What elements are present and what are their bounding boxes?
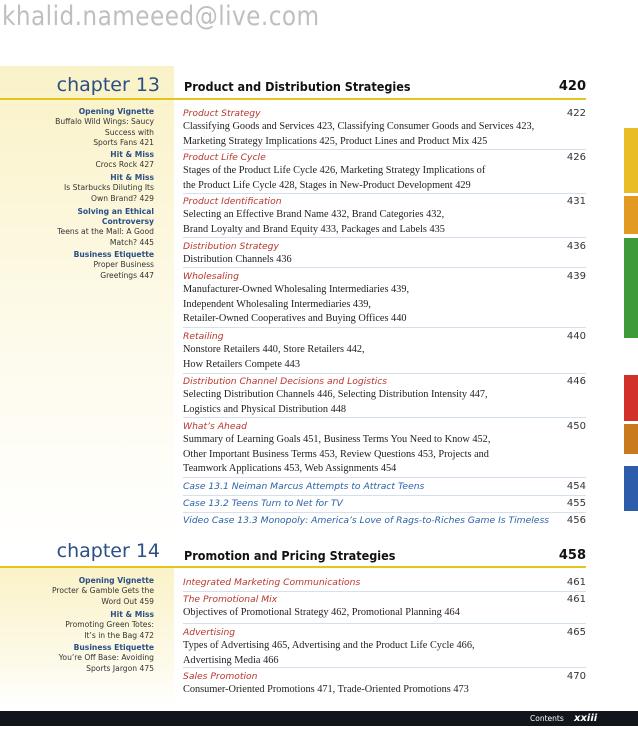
entry-divider	[183, 512, 586, 513]
toc-case-title[interactable]: Video Case 13.3 Monopoly: America’s Love of Rags-to-Riches Game Is Timeless	[183, 515, 550, 526]
sidebar-feature-hit-miss	[0, 610, 154, 641]
sidebar-feature-heading: Opening Vignette	[78, 107, 154, 116]
toc-entry[interactable]	[183, 594, 586, 621]
toc-entry[interactable]	[183, 241, 586, 268]
toc-entry[interactable]	[183, 577, 586, 589]
toc-entry[interactable]	[183, 196, 586, 237]
toc-entry-topics: Types of Advertising 465, Advertising and the Product Life Cycle 466, Advertising Media 466	[183, 640, 475, 666]
entry-divider	[183, 623, 586, 624]
toc-entry-page: 446	[566, 376, 586, 387]
entry-divider	[183, 193, 586, 194]
toc-entry[interactable]	[183, 152, 586, 193]
sidebar-feature-text: Teens at the Mall: A Good Match? 445	[57, 227, 154, 247]
footer-label: Contents	[530, 714, 564, 723]
chapter-13-title[interactable]: Product and Distribution Strategies	[184, 79, 411, 94]
toc-case-title[interactable]: Case 13.2 Teens Turn to Net for TV	[183, 498, 343, 509]
sidebar-feature-ethical-controversy	[0, 207, 154, 248]
toc-entry-title[interactable]: Integrated Marketing Communications	[183, 577, 361, 588]
entry-divider	[183, 495, 586, 496]
toc-entry-title[interactable]: Distribution Channel Decisions and Logistics	[183, 376, 388, 387]
sidebar-feature-hit-miss	[0, 150, 154, 171]
toc-entry-title[interactable]: Product Strategy	[183, 108, 261, 119]
toc-entry-title[interactable]: What’s Ahead	[183, 421, 247, 432]
chapter-13-page: 420	[558, 79, 586, 94]
toc-entry-page: 461	[566, 594, 586, 605]
sidebar-feature-text: Buffalo Wild Wings: Saucy Success with Sports Fans 421	[55, 117, 154, 147]
sidebar-feature-heading: Business Etiquette	[73, 643, 154, 652]
toc-entry-title[interactable]: Sales Promotion	[183, 671, 258, 682]
toc-entry-title[interactable]: Retailing	[183, 331, 224, 342]
sidebar-feature-heading-2: Controversy	[101, 217, 154, 226]
color-tab	[624, 196, 638, 234]
sidebar-feature-heading: Solving an Ethical	[77, 207, 154, 216]
footer-page-number: xxiii	[574, 713, 598, 724]
toc-entry-page: 422	[566, 108, 586, 119]
sidebar-feature-heading: Hit & Miss	[110, 173, 154, 182]
toc-entry[interactable]	[183, 421, 586, 477]
toc-entry-page: 461	[566, 577, 586, 588]
sidebar-feature-heading: Business Etiquette	[73, 250, 154, 259]
sidebar-feature-text: Proper Business Greetings 447	[93, 260, 154, 280]
sidebar-feature-heading: Hit & Miss	[110, 610, 154, 619]
toc-entry-title[interactable]: The Promotional Mix	[183, 594, 278, 605]
toc-entry-title[interactable]: Product Identification	[183, 196, 282, 207]
toc-entry-topics: Selecting an Effective Brand Name 432, Brand Categories 432, Brand Loyalty and Brand Equity 433, Packages and Labels 435	[183, 209, 445, 235]
toc-entry-topics: Stages of the Product Life Cycle 426, Marketing Strategy Implications of the Product Life Cycle 428, Stages in New-Product Development 429	[183, 165, 486, 191]
color-tab	[624, 375, 638, 421]
toc-entry-topics: Distribution Channels 436	[183, 254, 292, 265]
toc-entry-title[interactable]: Advertising	[183, 627, 236, 638]
toc-entry-page: 450	[566, 421, 586, 432]
toc-entry-topics: Consumer-Oriented Promotions 471, Trade-Oriented Promotions 473	[183, 684, 469, 695]
toc-case[interactable]	[183, 481, 586, 493]
chapter-14-page: 458	[558, 548, 586, 563]
color-tab	[624, 128, 638, 193]
entry-divider	[183, 327, 586, 328]
entry-divider	[183, 591, 586, 592]
entry-divider	[183, 149, 586, 150]
toc-case-title[interactable]: Case 13.1 Neiman Marcus Attempts to Attract Teens	[183, 481, 425, 492]
sidebar-feature-text: Is Starbucks Diluting Its Own Brand? 429	[64, 183, 154, 203]
toc-entry-topics: Selecting Distribution Channels 446, Selecting Distribution Intensity 447, Logistics and Physical Distribution 448	[183, 389, 488, 415]
color-tab	[624, 424, 638, 454]
chapter-14-rule	[0, 566, 586, 568]
toc-entry-title[interactable]: Distribution Strategy	[183, 241, 279, 252]
sidebar-feature-text: You’re Off Base: Avoiding Sports Jargon 475	[58, 653, 154, 673]
entry-divider	[183, 237, 586, 238]
toc-entry-page: 436	[566, 241, 586, 252]
toc-entry-topics: Summary of Learning Goals 451, Business Terms You Need to Know 452, Other Important Business Terms 453, Review Questions 453, Projects and Teamwork Applications 453, Web Assignments 454	[183, 434, 491, 474]
toc-case[interactable]	[183, 515, 586, 527]
toc-entry[interactable]	[183, 331, 586, 372]
toc-entry-topics: Objectives of Promotional Strategy 462, Promotional Planning 464	[183, 607, 460, 618]
toc-entry[interactable]	[183, 671, 586, 698]
sidebar-feature-heading: Hit & Miss	[110, 150, 154, 159]
toc-entry-page: 439	[566, 271, 586, 282]
sidebar-feature-business-etiquette	[0, 250, 154, 281]
toc-entry-topics: Manufacturer-Owned Wholesaling Intermediaries 439, Independent Wholesaling Intermediaries 439, Retailer-Owned Cooperatives and Buying Offices 440	[183, 284, 410, 324]
toc-entry-page: 470	[566, 671, 586, 682]
sidebar-feature-opening-vignette	[0, 107, 154, 149]
entry-divider	[183, 373, 586, 374]
toc-case[interactable]	[183, 498, 586, 510]
toc-entry[interactable]	[183, 108, 586, 149]
toc-entry-page: 431	[566, 196, 586, 207]
color-tab	[624, 238, 638, 338]
entry-divider	[183, 417, 586, 418]
toc-entry[interactable]	[183, 271, 586, 327]
color-tab	[624, 466, 638, 511]
toc-entry-topics: Classifying Goods and Services 423, Classifying Consumer Goods and Services 423, Marketing Strategy Implications 425, Product Lines and Product Mix 425	[183, 121, 535, 147]
toc-case-page: 454	[566, 481, 586, 492]
toc-entry[interactable]	[183, 627, 586, 668]
chapter-14-title[interactable]: Promotion and Pricing Strategies	[184, 548, 396, 563]
toc-entry-topics: Nonstore Retailers 440, Store Retailers 442, How Retailers Compete 443	[183, 344, 365, 370]
chapter-14-label: chapter 14	[56, 540, 160, 562]
chapter-13-label: chapter 13	[56, 74, 160, 96]
toc-case-page: 455	[566, 498, 586, 509]
sidebar-feature-text: Crocs Rock 427	[95, 160, 154, 169]
sidebar-feature-opening-vignette	[0, 576, 154, 607]
toc-case-page: 456	[566, 515, 586, 526]
entry-divider	[183, 477, 586, 478]
sidebar-feature-heading: Opening Vignette	[78, 576, 154, 585]
toc-entry-page: 440	[566, 331, 586, 342]
sidebar-feature-business-etiquette	[0, 643, 154, 674]
sidebar-feature-text: Promoting Green Totes: It’s in the Bag 472	[65, 620, 154, 640]
toc-entry-page: 465	[566, 627, 586, 638]
toc-entry-page: 426	[566, 152, 586, 163]
watermark: khalid.nameeed@live.com	[2, 1, 320, 32]
toc-entry[interactable]	[183, 376, 586, 417]
toc-entry-title[interactable]: Product Life Cycle	[183, 152, 266, 163]
entry-divider	[183, 667, 586, 668]
chapter-13-rule	[0, 98, 586, 100]
entry-divider	[183, 267, 586, 268]
toc-entry-title[interactable]: Wholesaling	[183, 271, 239, 282]
sidebar-feature-text: Procter & Gamble Gets the Word Out 459	[51, 586, 154, 606]
sidebar-feature-hit-miss	[0, 173, 154, 204]
